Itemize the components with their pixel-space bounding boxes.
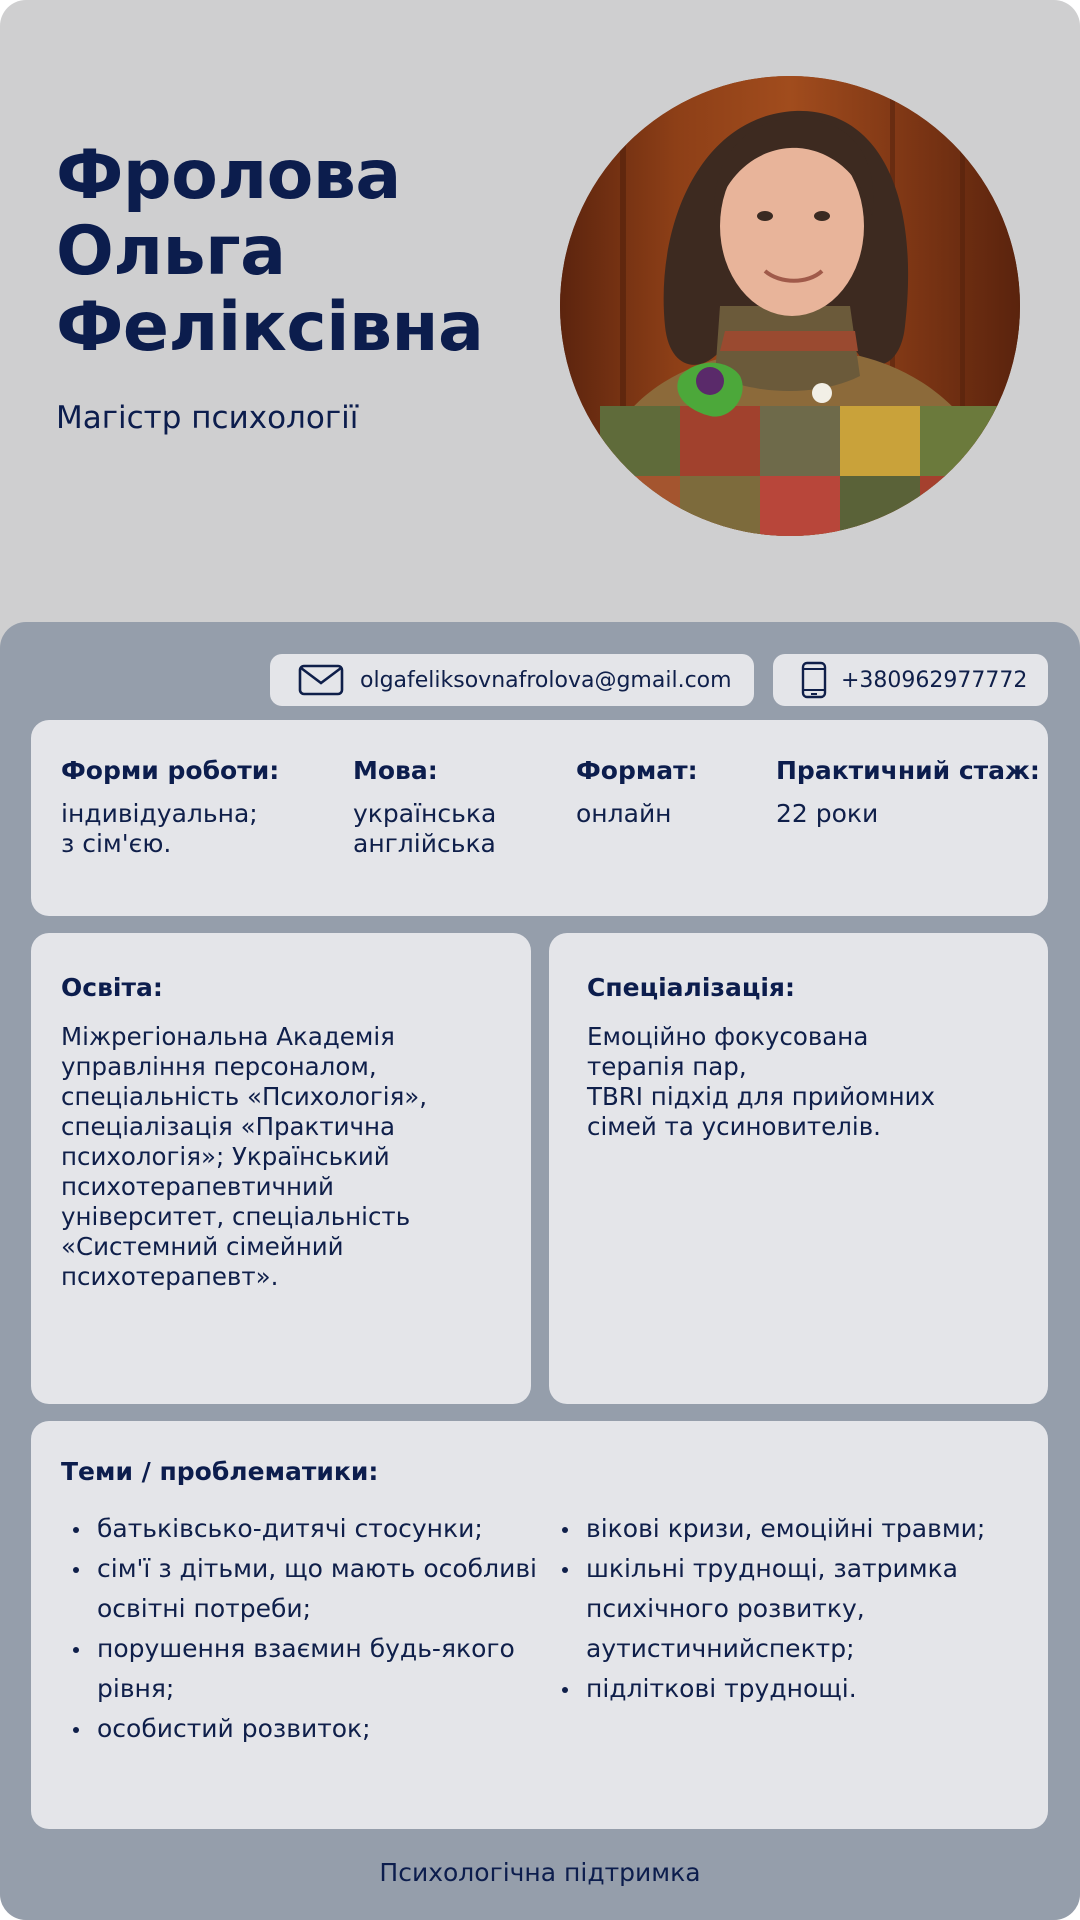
topics-list-right xyxy=(562,1509,985,1709)
list-item: сім'ї з дітьми, що мають особливі освітні потреби; xyxy=(73,1549,537,1629)
list-item: підліткові труднощі. xyxy=(562,1669,985,1709)
list-item: особистий розвиток; xyxy=(73,1709,537,1749)
language-label: Мова: xyxy=(353,756,438,785)
experience-value: 22 роки xyxy=(776,799,879,828)
email-address[interactable]: olgafeliksovnafrolova@gmail.com xyxy=(360,667,732,693)
list-item: вікові кризи, емоційні травми; xyxy=(562,1509,985,1549)
email-contact[interactable] xyxy=(270,654,754,706)
experience-column xyxy=(776,756,1040,829)
envelope-icon xyxy=(298,664,344,696)
forms-value: індивідуальна; з сім'єю. xyxy=(61,799,258,858)
name-line: Фролова xyxy=(56,136,401,215)
list-item: батьківсько-дитячі стосунки; xyxy=(73,1509,537,1549)
education-title: Освіта: xyxy=(61,973,163,1002)
education-text: Міжрегіональна Академія управління персоналом, спеціальність «Психологія», спеціалізація «Практична психологія»; Український психотерапевтичний університет, спеціальність «Системний сімейний психотерапевт». xyxy=(61,1022,428,1291)
phone-number[interactable]: +380962977772 xyxy=(841,667,1028,693)
footer-caption: Психологічна підтримка xyxy=(379,1858,701,1887)
name-line: Феліксівна xyxy=(56,288,484,367)
format-column xyxy=(576,756,698,829)
list-item: шкільні труднощі, затримка психічного розвитку, аутистичнийспектр; xyxy=(562,1549,985,1669)
education-card xyxy=(31,933,531,1404)
profile-header xyxy=(0,0,1080,640)
topics-list-left xyxy=(73,1509,537,1749)
specialization-text: Емоційно фокусована терапія пар, TBRI підхід для прийомних сімей та усиновителів. xyxy=(587,1022,936,1141)
name-line: Ольга xyxy=(56,212,286,291)
phone-contact[interactable] xyxy=(773,654,1048,706)
forms-column xyxy=(61,756,279,859)
forms-label: Форми роботи: xyxy=(61,756,280,785)
language-column xyxy=(353,756,496,859)
phone-icon xyxy=(801,661,827,699)
topics-card xyxy=(31,1421,1048,1829)
list-item: порушення взаємин будь-якого рівня; xyxy=(73,1629,537,1709)
format-label: Формат: xyxy=(576,756,698,785)
full-name xyxy=(56,138,576,366)
work-info-card xyxy=(31,720,1048,916)
specialization-title: Спеціалізація: xyxy=(587,973,795,1002)
details-panel xyxy=(0,622,1080,1920)
experience-label: Практичний стаж: xyxy=(776,756,1040,785)
specialization-card xyxy=(549,933,1048,1404)
format-value: онлайн xyxy=(576,799,672,828)
profile-photo xyxy=(560,76,1020,536)
topics-title: Теми / проблематики: xyxy=(61,1457,379,1486)
degree-title: Магістр психології xyxy=(56,400,359,436)
language-value: українська англійська xyxy=(353,799,497,858)
